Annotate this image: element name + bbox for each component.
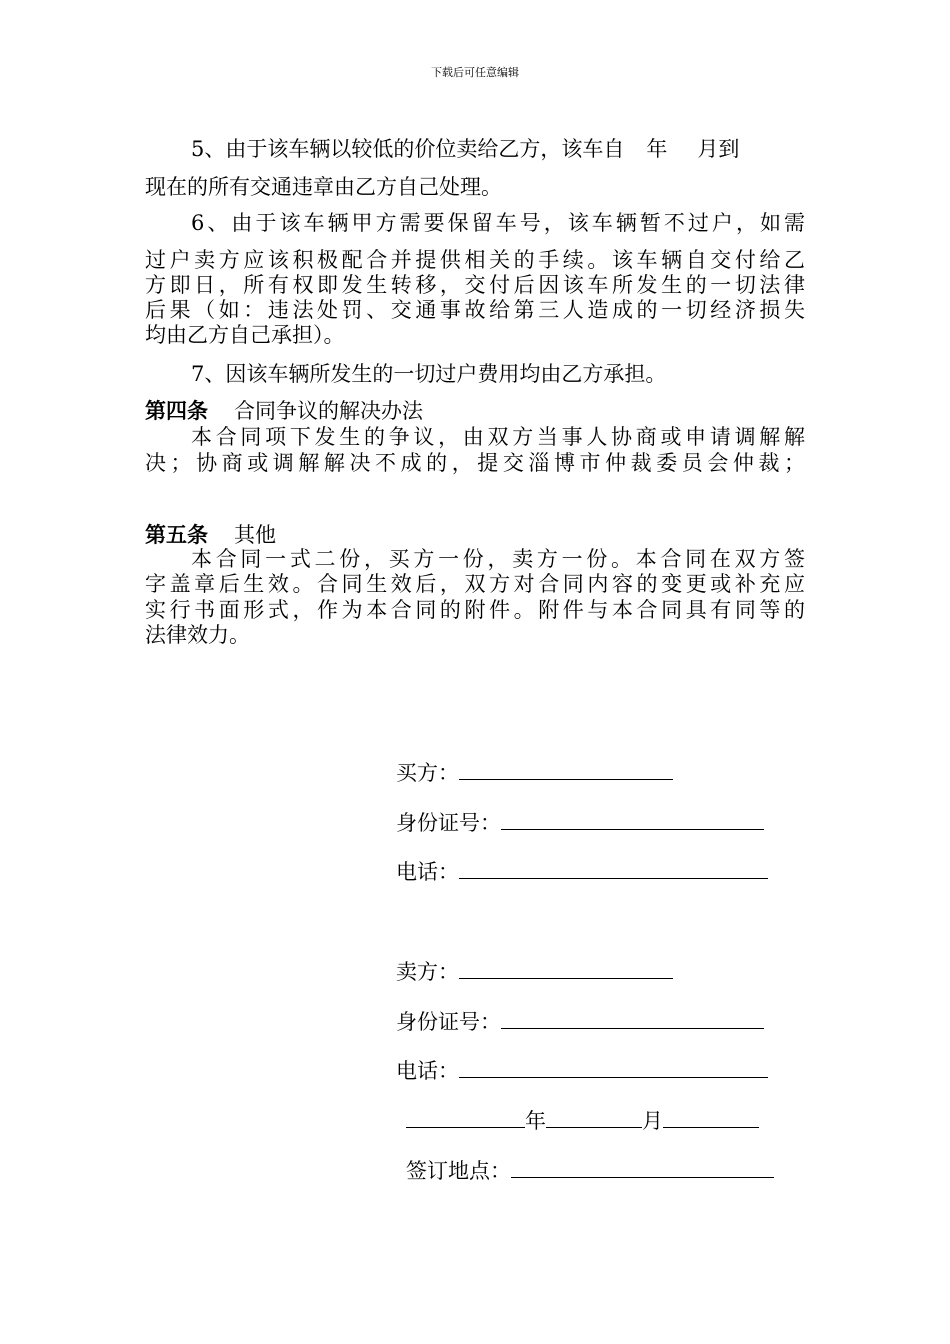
seller-party-blank[interactable] — [459, 958, 673, 979]
article5-label: 第五条 — [145, 522, 208, 547]
article5-line4: 法律效力。 — [145, 623, 250, 647]
article5-title: 其他 — [234, 523, 276, 547]
page-header: 下载后可任意编辑 — [431, 66, 519, 79]
article5-line3: 实行书面形式，作为本合同的附件。附件与本合同具有同等的 — [145, 598, 805, 622]
buyer-party-label: 买方： — [396, 761, 459, 785]
article4-heading — [145, 398, 805, 424]
article4-line1: 本合同项下发生的争议，由双方当事人协商或申请调解解 — [191, 425, 805, 449]
article4-title: 合同争议的解决办法 — [234, 399, 423, 423]
item6-line2: 过户卖方应该积极配合并提供相关的手续。该车辆自交付给乙 — [145, 248, 805, 272]
item5-text-a: 5、由于该车辆以较低的价位卖给乙方，该车自 — [191, 137, 625, 161]
seller-phone-field — [396, 1057, 768, 1084]
place-field — [406, 1157, 774, 1184]
article5-line1: 本合同一式二份，买方一份，卖方一份。本合同在双方签 — [191, 547, 805, 571]
date-day-blank[interactable] — [663, 1107, 759, 1128]
item6-line1: 6、由于该车辆甲方需要保留车号，该车辆暂不过户，如需 — [191, 211, 805, 235]
buyer-party-blank[interactable] — [459, 759, 673, 780]
place-label: 签订地点： — [406, 1159, 511, 1183]
buyer-party-field — [396, 759, 673, 786]
seller-party-label: 卖方： — [396, 960, 459, 984]
seller-id-blank[interactable] — [501, 1008, 764, 1029]
date-year-label: 年 — [525, 1109, 546, 1133]
seller-party-field — [396, 958, 673, 985]
date-field — [406, 1107, 759, 1134]
article4-line2: 决；协商或调解解决不成的，提交淄博市仲裁委员会仲裁； — [145, 451, 805, 475]
item7-line1: 7、因该车辆所发生的一切过户费用均由乙方承担。 — [191, 362, 667, 386]
date-month-blank[interactable] — [546, 1107, 642, 1128]
buyer-phone-field — [396, 858, 768, 885]
seller-phone-label: 电话： — [396, 1059, 459, 1083]
item5-line1 — [191, 136, 805, 162]
item6-line5: 均由乙方自己承担）。 — [145, 323, 345, 347]
buyer-id-blank[interactable] — [501, 809, 764, 830]
item6-line3: 方即日，所有权即发生转移，交付后因该车所发生的一切法律 — [145, 273, 805, 297]
item6-line4: 后果（如：违法处罚、交通事故给第三人造成的一切经济损失 — [145, 298, 805, 322]
item5-text-year: 年 — [646, 137, 668, 161]
buyer-id-field — [396, 809, 764, 836]
buyer-id-label: 身份证号： — [396, 811, 501, 835]
article5-line2: 字盖章后生效。合同生效后，双方对合同内容的变更或补充应 — [145, 572, 805, 596]
place-blank[interactable] — [511, 1157, 774, 1178]
date-year-blank[interactable] — [406, 1107, 525, 1128]
article4-label: 第四条 — [145, 398, 208, 423]
seller-id-field — [396, 1008, 764, 1035]
buyer-phone-label: 电话： — [396, 860, 459, 884]
seller-phone-blank[interactable] — [459, 1057, 768, 1078]
item5-line2: 现在的所有交通违章由乙方自己处理。 — [145, 175, 502, 199]
seller-id-label: 身份证号： — [396, 1010, 501, 1034]
buyer-phone-blank[interactable] — [459, 858, 768, 879]
item5-text-month: 月到 — [697, 137, 740, 161]
date-month-label: 月 — [642, 1109, 663, 1133]
article5-heading — [145, 522, 805, 548]
